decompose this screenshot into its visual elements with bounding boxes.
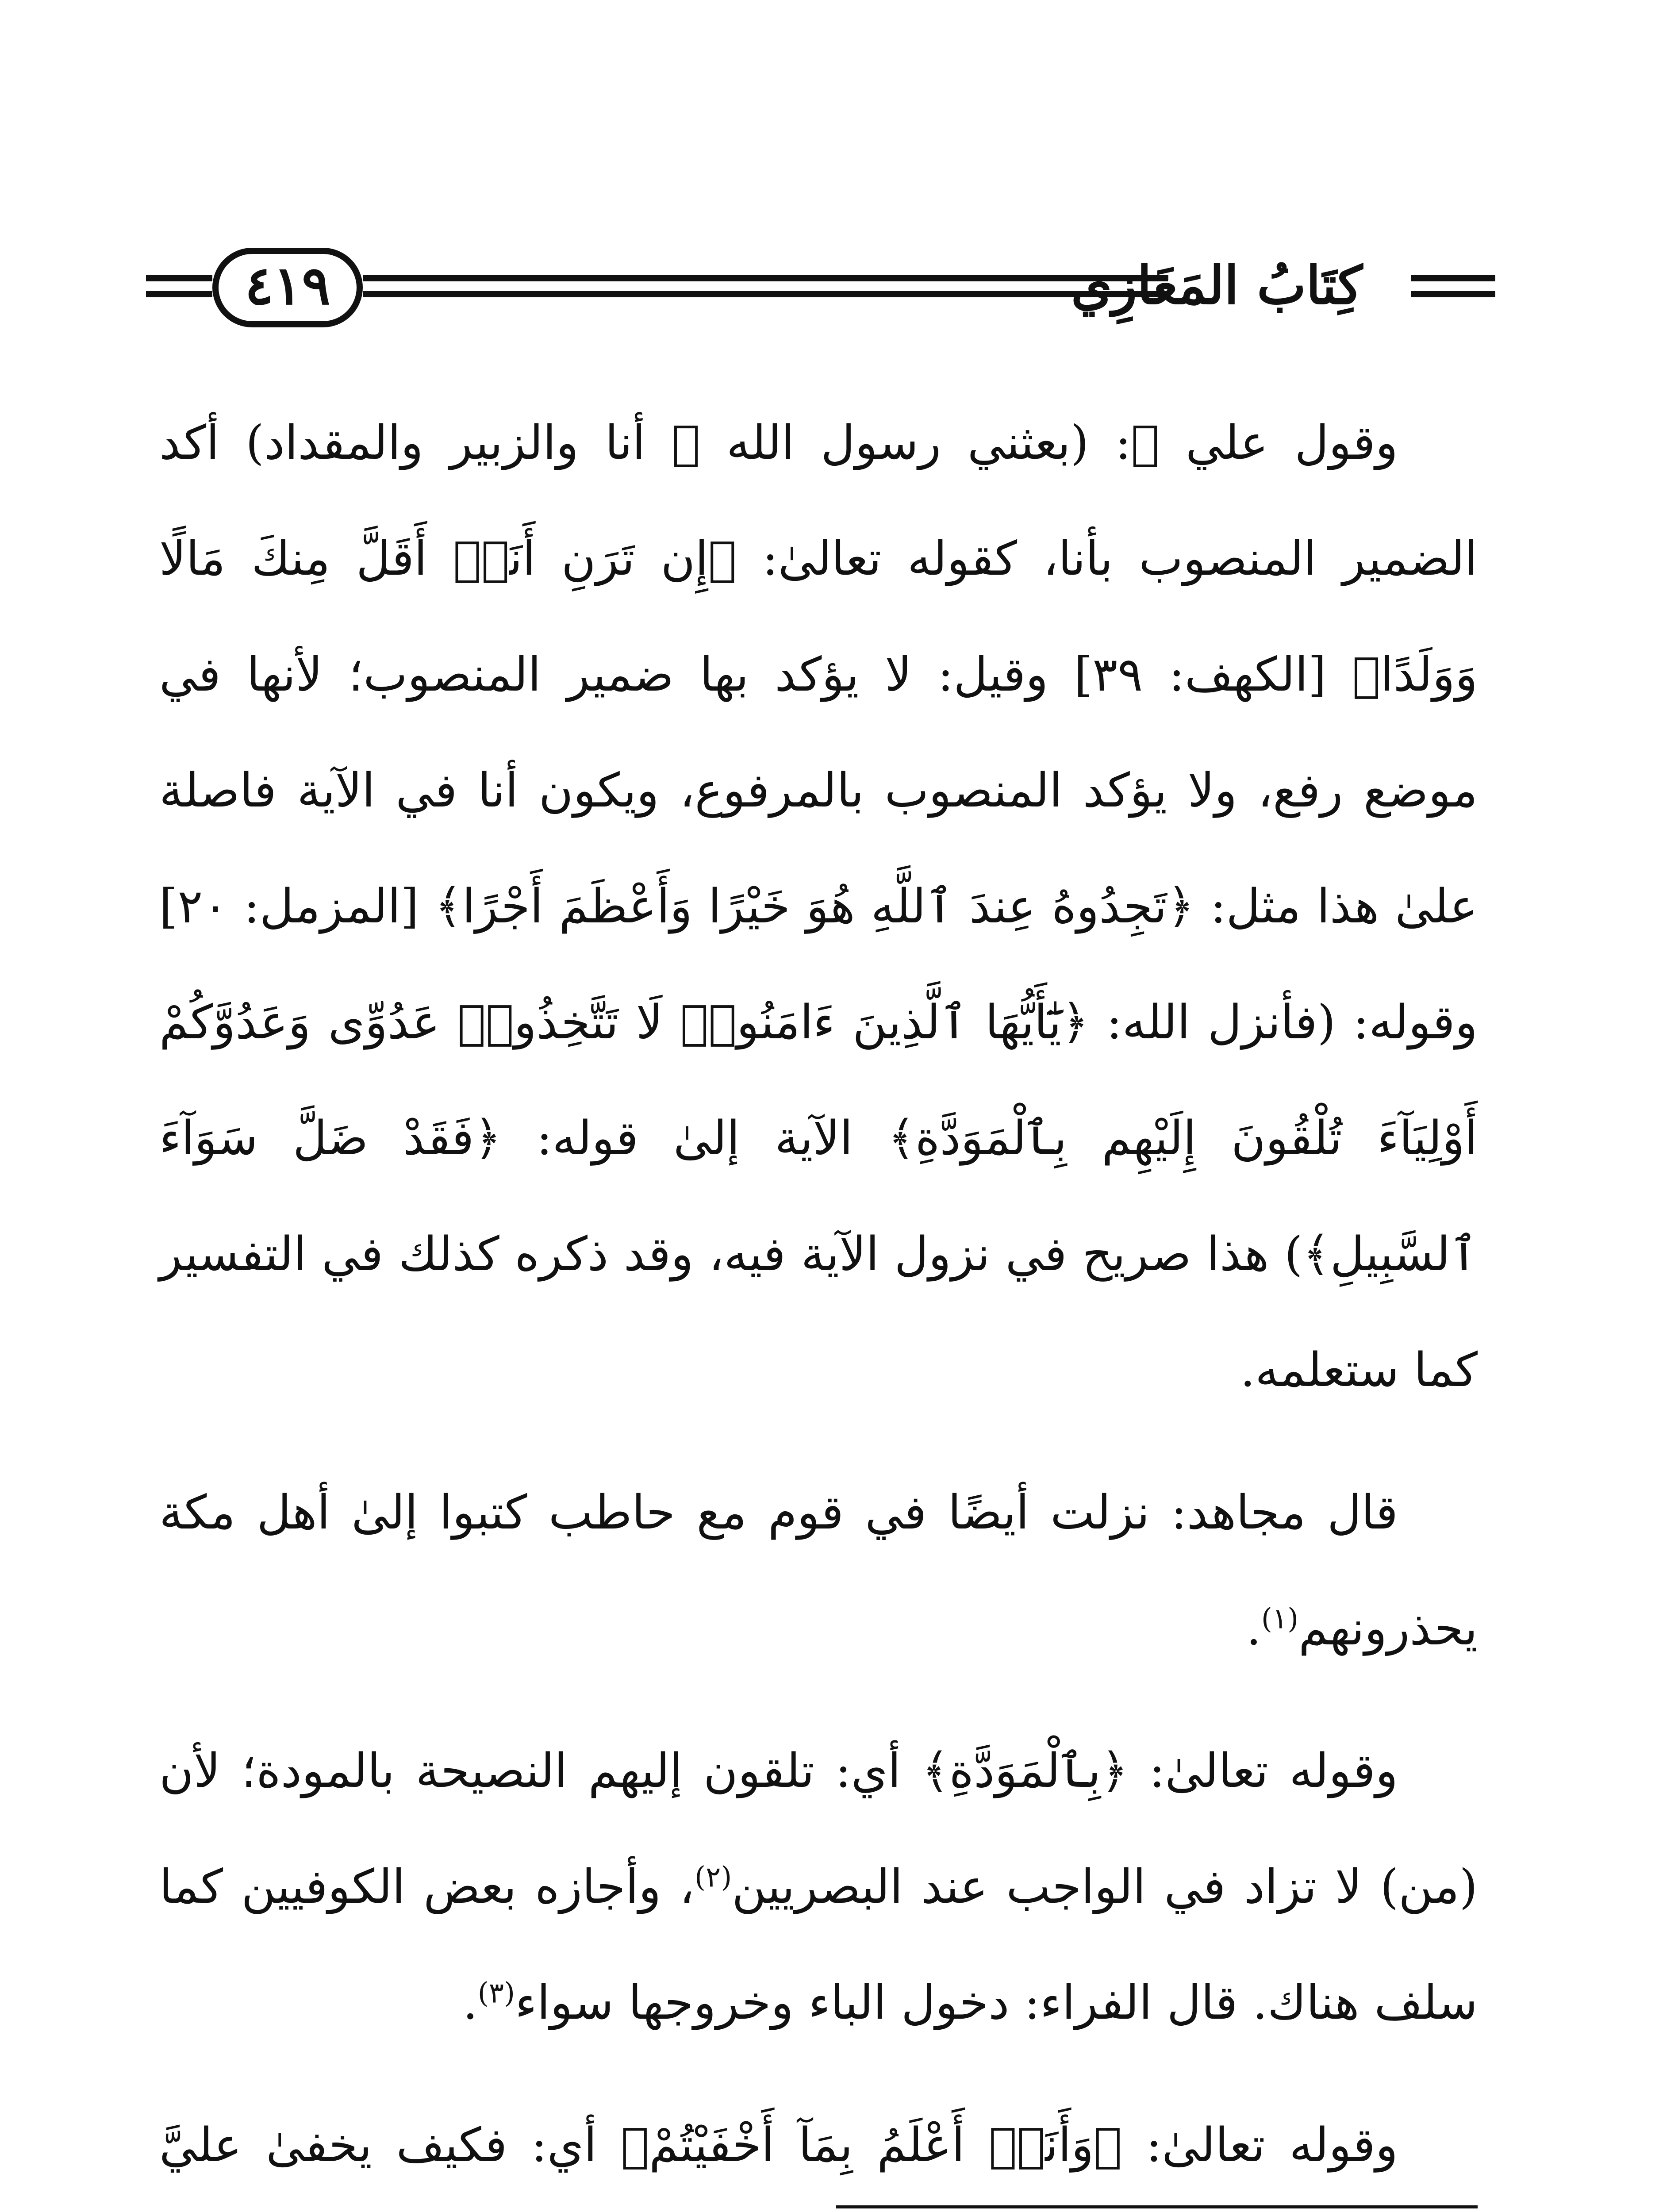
page-header	[146, 239, 1495, 336]
header-rule-middle-bottom	[363, 291, 1168, 297]
paragraph	[159, 2087, 1478, 2212]
book-title: كِتَابُ المَغَازِي	[1071, 254, 1363, 316]
page-number: ٤١٩	[245, 254, 330, 317]
paragraph	[159, 385, 1478, 1428]
footnote-separator	[836, 2205, 1478, 2208]
paragraph-text: وقول علي ﷺ: (بعثني رسول الله ﷺ أنا والزبير والمقداد) أكد الضمير المنصوب بأنا، كقوله تعالىٰ: ﴿إِن تَرَنِ أَنَا۠ أَقَلَّ مِنكَ مَالًا وَوَلَدًا﴾ [الكهف: ٣٩] وقيل: لا يؤكد بها ضمير المنصوب؛ لأنها في موضع رفع، ولا يؤكد المنصوب بالمرفوع، ويكون أنا في الآية فاصلة علىٰ هذا مثل: ﴿تَجِدُوهُ عِندَ ٱللَّهِ هُوَ خَيْرًا وَأَعْظَمَ أَجْرًا﴾ [المزمل: ٢٠] وقوله: (فأنزل الله: ﴿يَٰٓأَيُّهَا ٱلَّذِينَ ءَامَنُوا۟ لَا تَتَّخِذُوا۟ عَدُوِّى وَعَدُوَّكُمْ أَوْلِيَآءَ تُلْقُونَ إِلَيْهِم بِٱلْمَوَدَّةِ﴾ الآية إلىٰ قوله: ﴿فَقَدْ ضَلَّ سَوَآءَ ٱلسَّبِيلِ﴾) هذا صريح في نزول الآية فيه، وقد ذكره كذلك في التفسير كما ستعلمه.	[159, 415, 1478, 1397]
paragraph: وقوله تعالىٰ: ﴿بِٱلْمَوَدَّةِ﴾ أي: تلقون إليهم النصيحة بالمودة؛ لأن (من) لا تزاد في الواجب عند البصريين$^{(٢)}$، وأجازه بعض الكوفيين كما سلف هناك. قال الفراء: دخول الباء وخروجها سواء$^{(٣)}$.	[159, 1743, 1478, 2030]
paragraph-text: قال مجاهد: نزلت أيضًا في قوم مع حاطب كتبوا إلىٰ أهل مكة يحذرونهم	[159, 1485, 1478, 1655]
paragraph-text: وقوله تعالىٰ: ﴿بِٱلْمَوَدَّةِ﴾ أي: تلقون إليهم النصيحة بالمودة؛ لأن (من) لا تزاد في الواجب عند البصريين	[159, 1743, 1478, 1914]
body-text	[159, 385, 1478, 2212]
page-number-badge	[212, 248, 363, 327]
paragraph: قال مجاهد: نزلت أيضًا في قوم مع حاطب كتبوا إلىٰ أهل مكة يحذرونهم$^{(١)}$.	[159, 1485, 1478, 1655]
paragraph-text: وقوله تعالىٰ: ﴿وَأَنَا۠ أَعْلَمُ بِمَآ أَخْفَيْتُمْ﴾ أي: فكيف يخفىٰ عليَّ	[159, 2118, 1398, 2172]
header-rule-middle-top	[363, 275, 1168, 281]
header-rule-left-bottom	[146, 291, 212, 297]
header-rule-right-bottom	[1411, 291, 1495, 297]
footnote-mark: (٣)	[477, 1977, 515, 2010]
paragraph-text: ، وأجازه بعض الكوفيين كما سلف هناك. قال الفراء: دخول الباء وخروجها سواء	[159, 1859, 1478, 2030]
header-rule-right-top	[1411, 275, 1495, 281]
footnote-mark: (١)	[1261, 1602, 1299, 1636]
header-rule-left-top	[146, 275, 212, 281]
footnote-mark: (٢)	[695, 1861, 732, 1894]
